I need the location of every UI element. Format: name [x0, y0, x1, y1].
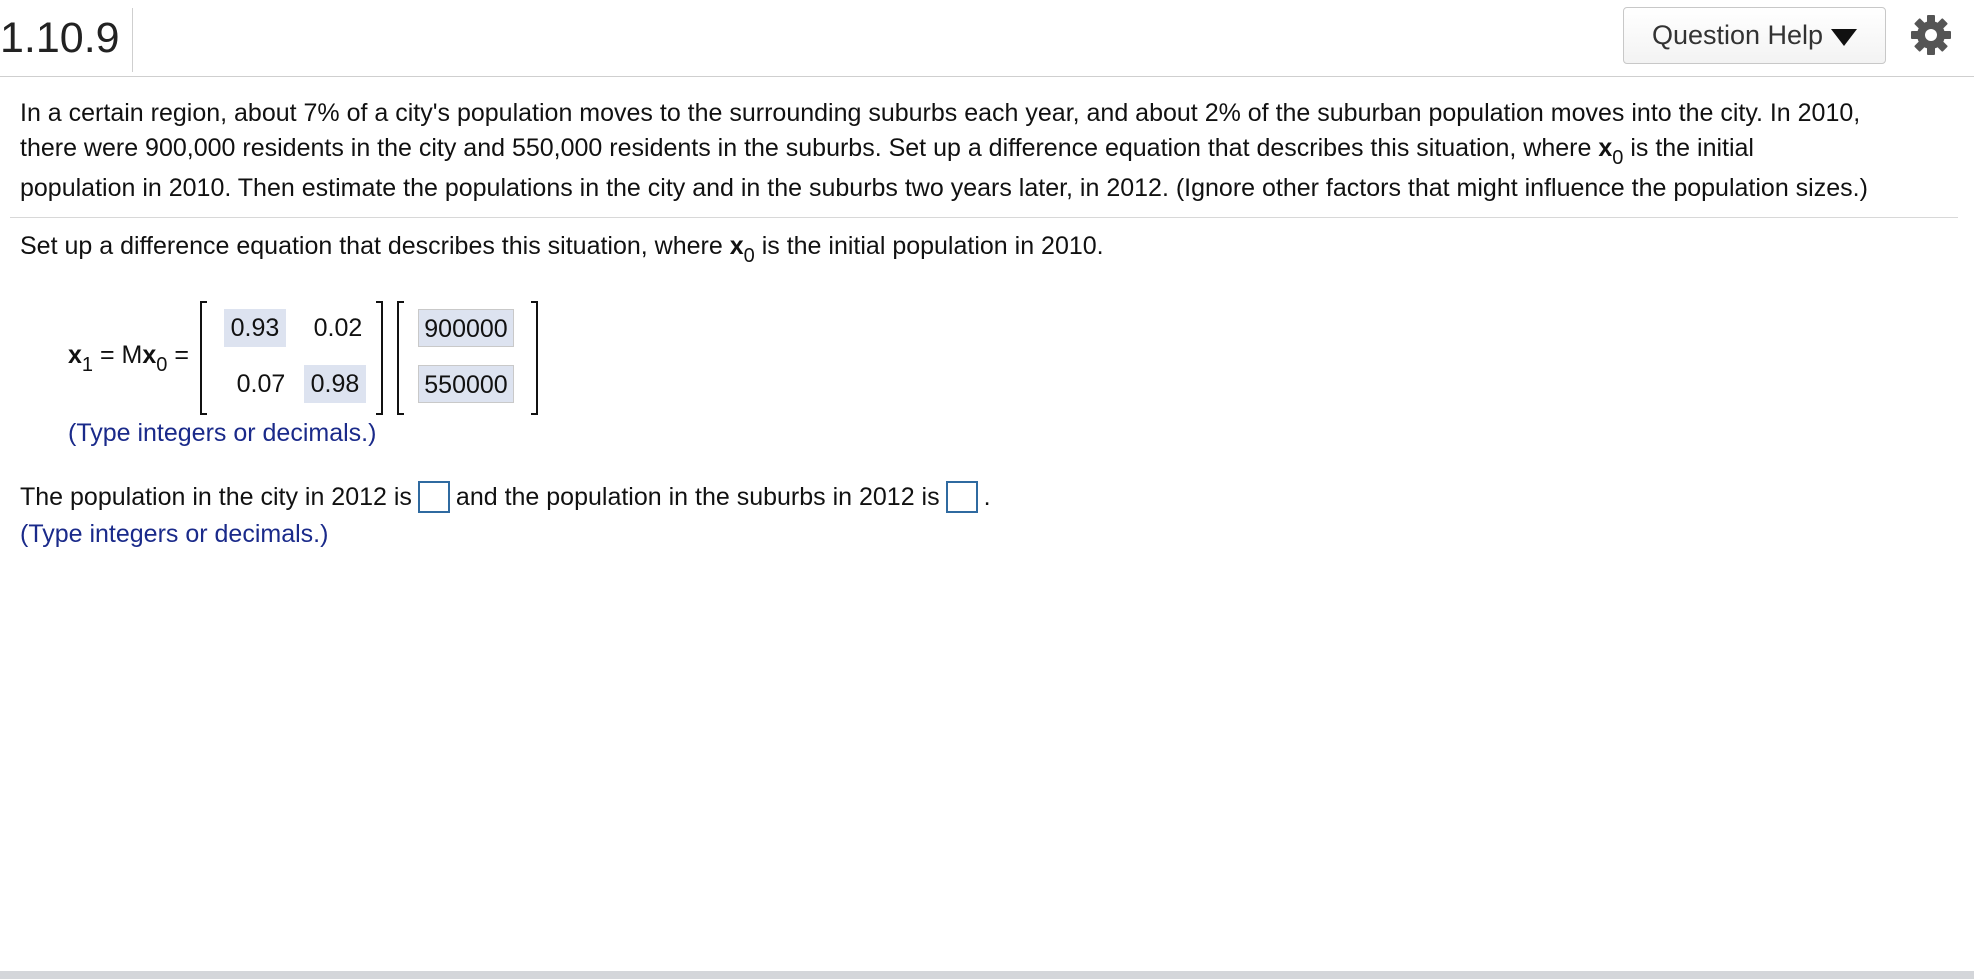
matrix-cell[interactable]: 0.93	[224, 309, 286, 347]
matrix-cell[interactable]: 0.02	[313, 314, 363, 342]
divider	[10, 217, 1958, 218]
question-help-label: Question Help	[1651, 20, 1824, 50]
matrix-cell[interactable]: 0.07	[236, 370, 286, 398]
problem-line: In a certain region, about 7% of a city's population moves to the surrounding suburbs each year, and about 2% of the suburban population moves into the city. In 2010,	[20, 99, 1861, 127]
vector-cell[interactable]: 550000	[418, 365, 514, 403]
city-population-input[interactable]	[418, 481, 450, 513]
problem-statement	[20, 96, 1950, 206]
equation-lhs: $x_1 = Mx_0$ =	[68, 341, 189, 376]
question-header	[0, 0, 1974, 77]
input-hint: (Type integers or decimals.)	[20, 520, 329, 548]
gear-icon[interactable]	[1910, 14, 1952, 56]
suburbs-population-input[interactable]	[946, 481, 978, 513]
question-help-button[interactable]	[1623, 7, 1886, 64]
matrix-right-bracket	[376, 301, 383, 415]
vector-x: x	[1598, 134, 1613, 162]
vector-right-bracket	[531, 301, 538, 415]
vector-cell[interactable]: 900000	[418, 309, 514, 347]
bottom-bar	[0, 971, 1974, 979]
vector-left-bracket	[397, 301, 404, 415]
section-number: 1.10.9	[0, 8, 133, 72]
matrix-left-bracket	[200, 301, 207, 415]
answer-sentence: The population in the city in 2012 is and the population in the suburbs in 2012 is .	[20, 483, 991, 511]
triangle-down-icon	[1831, 29, 1857, 46]
vector-x: x	[729, 232, 744, 260]
problem-line: there were 900,000 residents in the city and 550,000 residents in the suburbs. Set up a difference equation that describes this situation, where $x_0$ is the initial	[20, 134, 1754, 169]
subquestion-prompt: Set up a difference equation that describes this situation, where $x_0$ is the initial population in 2010.	[20, 232, 1104, 267]
input-hint: (Type integers or decimals.)	[68, 419, 377, 447]
matrix-cell[interactable]: 0.98	[304, 365, 366, 403]
problem-line: population in 2010. Then estimate the populations in the city and in the suburbs two years later, in 2012. (Ignore other factors that might influence the population sizes.)	[20, 174, 1868, 202]
